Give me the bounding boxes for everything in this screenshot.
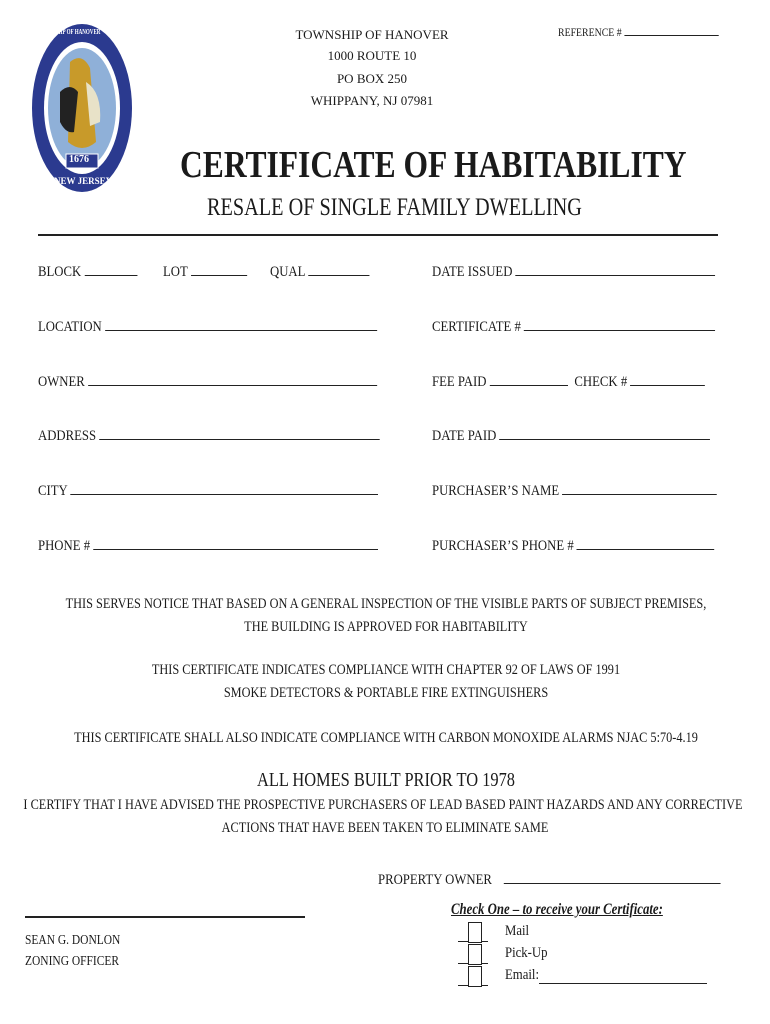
purchaser-name-label: PURCHASER’S NAME [432, 483, 560, 499]
check-label: CHECK # [574, 374, 628, 390]
location-label: LOCATION [38, 319, 102, 335]
purchaser-phone-line[interactable] [577, 537, 715, 550]
officer-name: SEAN G. DONLON [25, 933, 121, 948]
officer-signature-line[interactable] [25, 916, 305, 918]
check-line[interactable] [630, 373, 705, 386]
owner-label: OWNER [38, 374, 85, 390]
pickup-label: Pick-Up [505, 945, 548, 961]
notice-line-4: SMOKE DETECTORS & PORTABLE FIRE EXTINGUISHERS [223, 685, 549, 701]
notice-line-3: THIS CERTIFICATE INDICATES COMPLIANCE WITH CHAPTER 92 OF LAWS OF 1991 [151, 662, 621, 678]
phone-line[interactable] [93, 537, 378, 550]
certificate-field[interactable] [432, 318, 715, 336]
notice-line-7: ACTIONS THAT HAVE BEEN TAKEN TO ELIMINATE SAME [221, 820, 549, 836]
reference-field[interactable] [558, 23, 718, 40]
reference-line[interactable] [624, 23, 718, 36]
property-owner-field[interactable] [378, 871, 720, 889]
seal-graphic [30, 22, 134, 194]
township-seal [30, 22, 134, 194]
seal-ring-top: TOWNSHIP OF HANOVER [38, 28, 101, 36]
title-divider [38, 234, 718, 236]
property-owner-line[interactable] [504, 871, 721, 884]
address-line-2: 1000 ROUTE 10 [327, 48, 417, 63]
mail-label: Mail [505, 923, 530, 939]
qual-line[interactable] [308, 263, 369, 276]
qual-field[interactable] [270, 263, 369, 281]
address-line-3: PO BOX 250 [336, 71, 408, 86]
date-paid-field[interactable] [432, 427, 710, 445]
block-line[interactable] [84, 263, 137, 276]
certificate-label: CERTIFICATE # [432, 319, 521, 335]
date-paid-label: DATE PAID [432, 428, 497, 444]
lot-line[interactable] [191, 263, 247, 276]
notice-line-2: THE BUILDING IS APPROVED FOR HABITABILITY [244, 619, 528, 635]
notice-line-1: THIS SERVES NOTICE THAT BASED ON A GENERAL INSPECTION OF THE VISIBLE PARTS OF SUBJECT PREMISES, [65, 596, 707, 612]
certificate-line[interactable] [524, 318, 715, 331]
officer-title: ZONING OFFICER [25, 954, 120, 969]
fee-paid-line[interactable] [490, 373, 568, 386]
seal-ring-bottom: NEW JERSEY [54, 176, 113, 186]
address-line-4: WHIPPANY, NJ 07981 [310, 93, 434, 108]
city-label: CITY [38, 483, 68, 499]
owner-line[interactable] [88, 373, 377, 386]
city-field[interactable] [38, 482, 378, 500]
email-line[interactable] [539, 982, 707, 984]
lead-paint-heading: ALL HOMES BUILT PRIOR TO 1978 [256, 769, 516, 791]
notice-line-6: I CERTIFY THAT I HAVE ADVISED THE PROSPECTIVE PURCHASERS OF LEAD BASED PAINT HAZARDS AND ANY CORRECTIVE [23, 797, 743, 813]
address-field[interactable] [38, 427, 380, 445]
fee-paid-label: FEE PAID [432, 374, 487, 390]
document-title: CERTIFICATE OF HABITABILITY [180, 144, 687, 186]
pickup-option[interactable] [455, 944, 575, 966]
reference-label: REFERENCE # [558, 25, 622, 39]
address-line[interactable] [99, 427, 380, 440]
purchaser-phone-field[interactable] [432, 537, 715, 555]
address-label: ADDRESS [38, 428, 97, 444]
delivery-heading: Check One – to receive your Certificate: [451, 901, 663, 918]
date-paid-line[interactable] [500, 427, 711, 440]
qual-label: QUAL [270, 264, 305, 280]
purchaser-phone-label: PURCHASER’S PHONE # [432, 538, 574, 554]
date-issued-line[interactable] [516, 263, 716, 276]
email-option[interactable] [455, 966, 715, 988]
lot-label: LOT [163, 264, 188, 280]
block-field[interactable] [38, 263, 137, 281]
notice-line-5: THIS CERTIFICATE SHALL ALSO INDICATE COMPLIANCE WITH CARBON MONOXIDE ALARMS NJAC 5:70-4.19 [74, 730, 698, 746]
city-line[interactable] [70, 482, 378, 495]
lot-field[interactable] [163, 263, 247, 281]
mail-option[interactable] [455, 922, 575, 944]
pickup-checkbox[interactable] [468, 944, 482, 965]
document-subtitle: RESALE OF SINGLE FAMILY DWELLING [207, 194, 582, 221]
phone-label: PHONE # [38, 538, 91, 554]
phone-field[interactable] [38, 537, 378, 555]
block-label: BLOCK [38, 264, 82, 280]
property-owner-label: PROPERTY OWNER [378, 872, 492, 888]
location-field[interactable] [38, 318, 377, 336]
email-label: Email: [505, 967, 539, 983]
owner-field[interactable] [38, 373, 377, 391]
address-line-1: TOWNSHIP OF HANOVER [295, 27, 449, 42]
purchaser-name-field[interactable] [432, 482, 717, 500]
mail-checkbox[interactable] [468, 922, 482, 943]
date-issued-label: DATE ISSUED [432, 264, 513, 280]
seal-year: 1676 [69, 154, 89, 165]
purchaser-name-line[interactable] [562, 482, 717, 495]
location-line[interactable] [105, 318, 377, 331]
email-checkbox[interactable] [468, 966, 482, 987]
fee-paid-field[interactable] [432, 373, 705, 391]
date-issued-field[interactable] [432, 263, 715, 281]
